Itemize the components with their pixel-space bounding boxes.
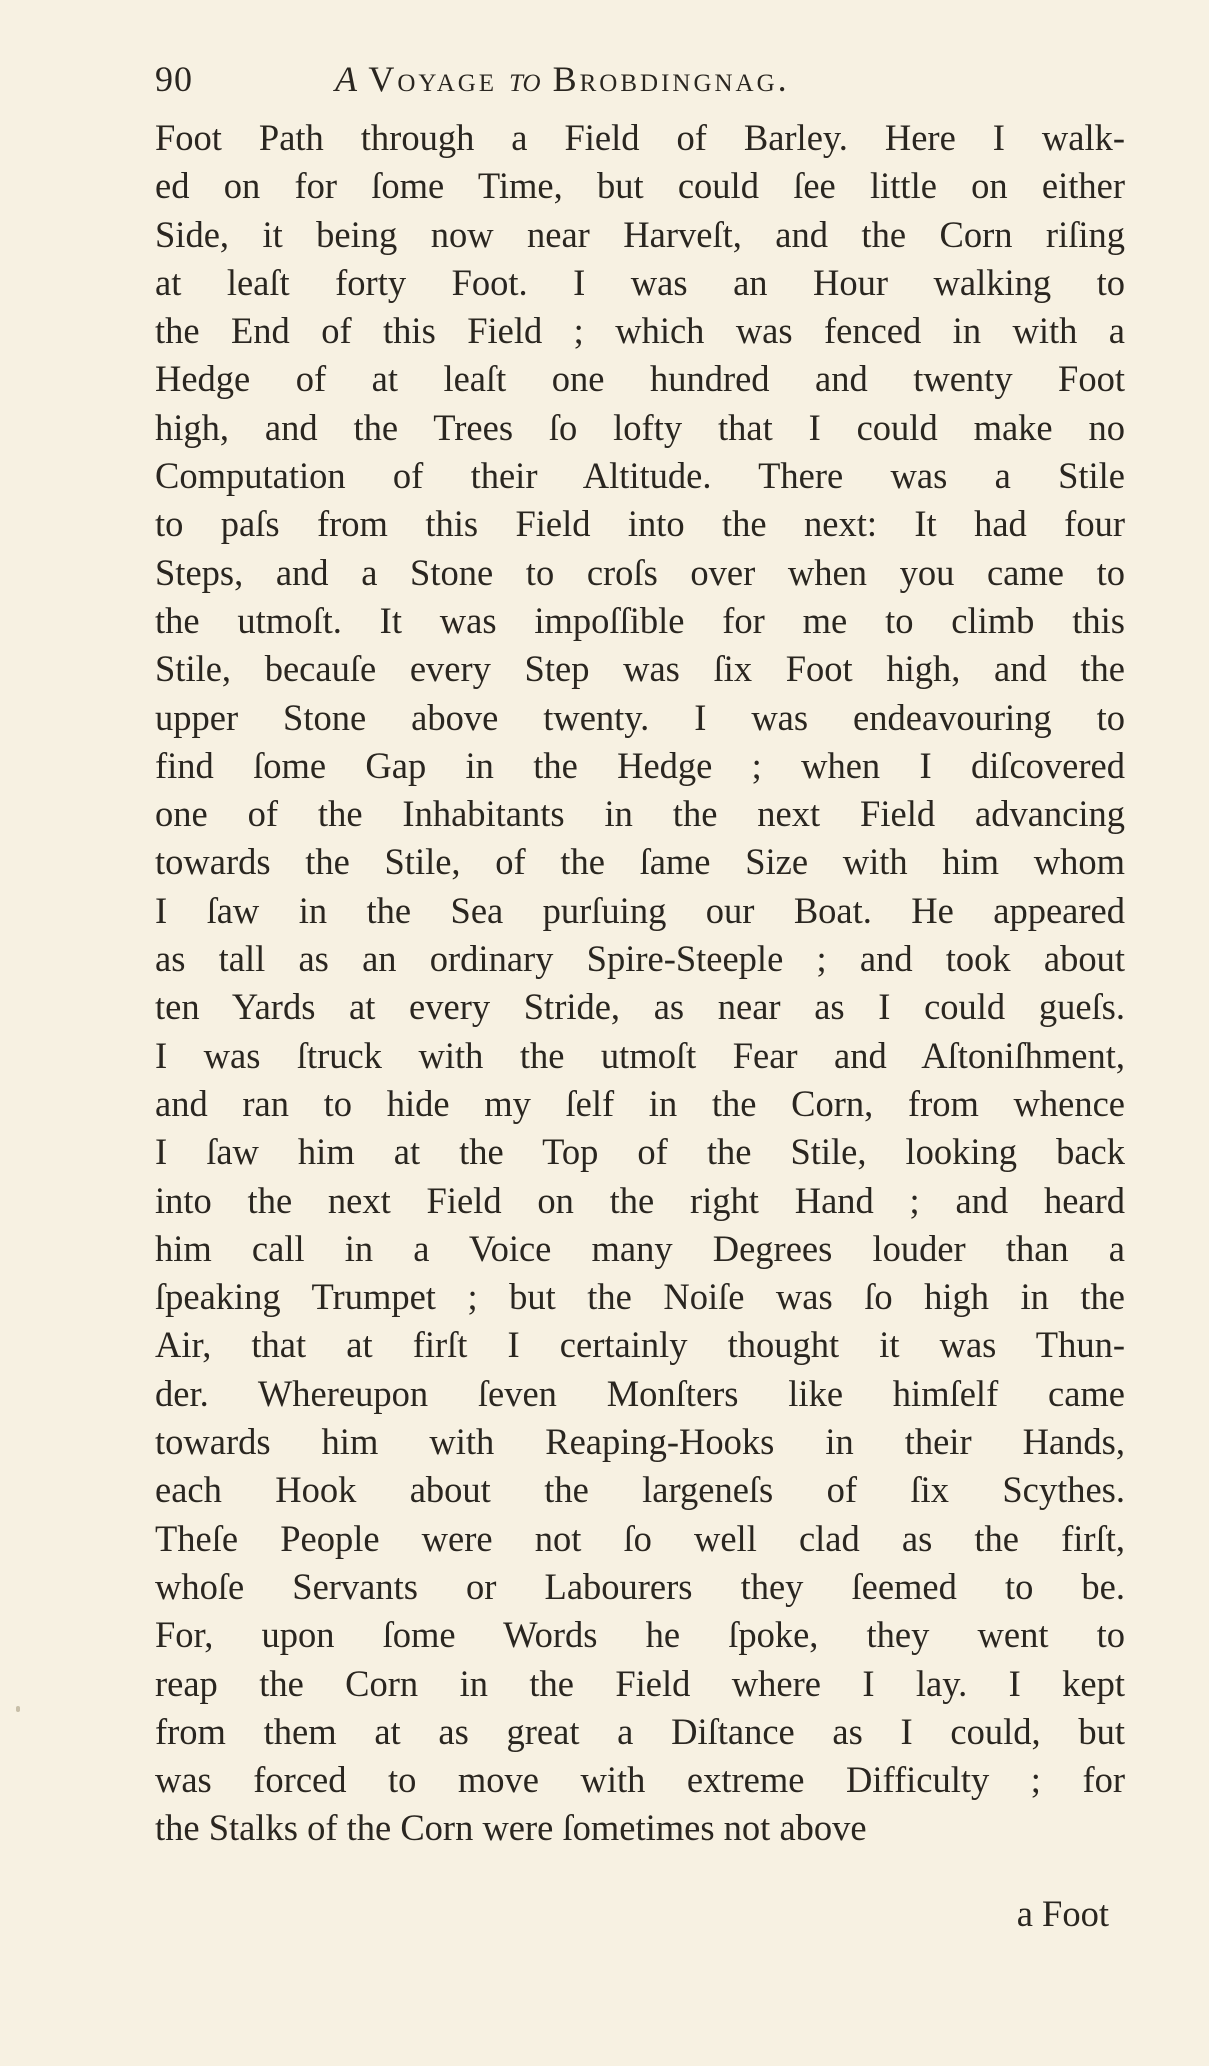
text-line: him call in a Voice many Degrees louder than a bbox=[155, 1227, 1125, 1269]
page-number: 90 bbox=[155, 59, 193, 99]
running-head bbox=[155, 58, 1135, 108]
text-line: der. Whereupon ſeven Monſters like himſelf came bbox=[155, 1372, 1125, 1414]
text-line: I ſaw him at the Top of the Stile, looking back bbox=[155, 1131, 1125, 1173]
text-line: Stile, becauſe every Step was ſix Foot high, and the bbox=[155, 648, 1125, 690]
text-line: into the next Field on the right Hand ; and heard bbox=[155, 1179, 1125, 1221]
catchword: a Foot bbox=[1016, 1893, 1109, 1934]
text-line: the Stalks of the Corn were ſometimes not above bbox=[155, 1807, 867, 1849]
text-line: towards the Stile, of the ſame Size with him whom bbox=[155, 841, 1125, 883]
text-line: find ſome Gap in the Hedge ; when I diſcovered bbox=[155, 744, 1125, 786]
running-title-place: Brobdingnag. bbox=[552, 59, 790, 99]
running-title-article: A bbox=[335, 59, 357, 99]
text-line: towards him with Reaping-Hooks in their Hands, bbox=[155, 1421, 1125, 1463]
text-line: Theſe People were not ſo well clad as the firſt, bbox=[155, 1517, 1125, 1559]
text-line: ten Yards at every Stride, as near as I could gueſs. bbox=[155, 986, 1125, 1028]
text-line: ſpeaking Trumpet ; but the Noiſe was ſo high in the bbox=[155, 1276, 1125, 1318]
running-title-to: to bbox=[509, 59, 541, 99]
text-line: Side, it being now near Harveſt, and the Corn riſing bbox=[155, 213, 1125, 255]
paper-speck bbox=[16, 1706, 20, 1712]
text-line: each Hook about the largeneſs of ſix Scythes. bbox=[155, 1469, 1125, 1511]
text-line: whoſe Servants or Labourers they ſeemed to be. bbox=[155, 1565, 1125, 1607]
text-line: one of the Inhabitants in the next Field advancing bbox=[155, 793, 1125, 835]
text-line: the utmoſt. It was impoſſible for me to climb this bbox=[155, 599, 1125, 641]
text-line: Air, that at firſt I certainly thought it was Thun- bbox=[155, 1324, 1125, 1366]
running-title-voyage: Voyage bbox=[368, 59, 498, 99]
text-line: I ſaw in the Sea purſuing our Boat. He appeared bbox=[155, 889, 1125, 931]
text-line: high, and the Trees ſo lofty that I could make no bbox=[155, 406, 1125, 448]
text-line: reap the Corn in the Field where I lay. I kept bbox=[155, 1662, 1125, 1704]
text-line: Computation of their Altitude. There was a Stile bbox=[155, 455, 1125, 497]
text-line: Foot Path through a Field of Barley. Here I walk- bbox=[155, 117, 1125, 158]
text-line: to paſs from this Field into the next: It had four bbox=[155, 503, 1125, 545]
text-line: from them at as great a Diſtance as I could, but bbox=[155, 1710, 1125, 1752]
text-line: the End of this Field ; which was fenced in with a bbox=[155, 310, 1125, 352]
text-line: upper Stone above twenty. I was endeavouring to bbox=[155, 696, 1125, 738]
text-line: was forced to move with extreme Difficulty ; for bbox=[155, 1759, 1125, 1801]
text-line: Hedge of at leaſt one hundred and twenty Foot bbox=[155, 358, 1125, 400]
running-title bbox=[335, 58, 790, 100]
text-line: as tall as an ordinary Spire-Steeple ; and took about bbox=[155, 938, 1125, 980]
text-line: For, upon ſome Words he ſpoke, they went to bbox=[155, 1614, 1125, 1656]
text-line: at leaſt forty Foot. I was an Hour walking to bbox=[155, 261, 1125, 303]
text-line: and ran to hide my ſelf in the Corn, from whence bbox=[155, 1082, 1125, 1124]
text-line: I was ſtruck with the utmoſt Fear and Aſtoniſhment, bbox=[155, 1034, 1125, 1076]
text-line: ed on for ſome Time, but could ſee little on either bbox=[155, 165, 1125, 207]
text-line: Steps, and a Stone to croſs over when you came to bbox=[155, 551, 1125, 593]
body-text bbox=[155, 114, 1125, 1853]
